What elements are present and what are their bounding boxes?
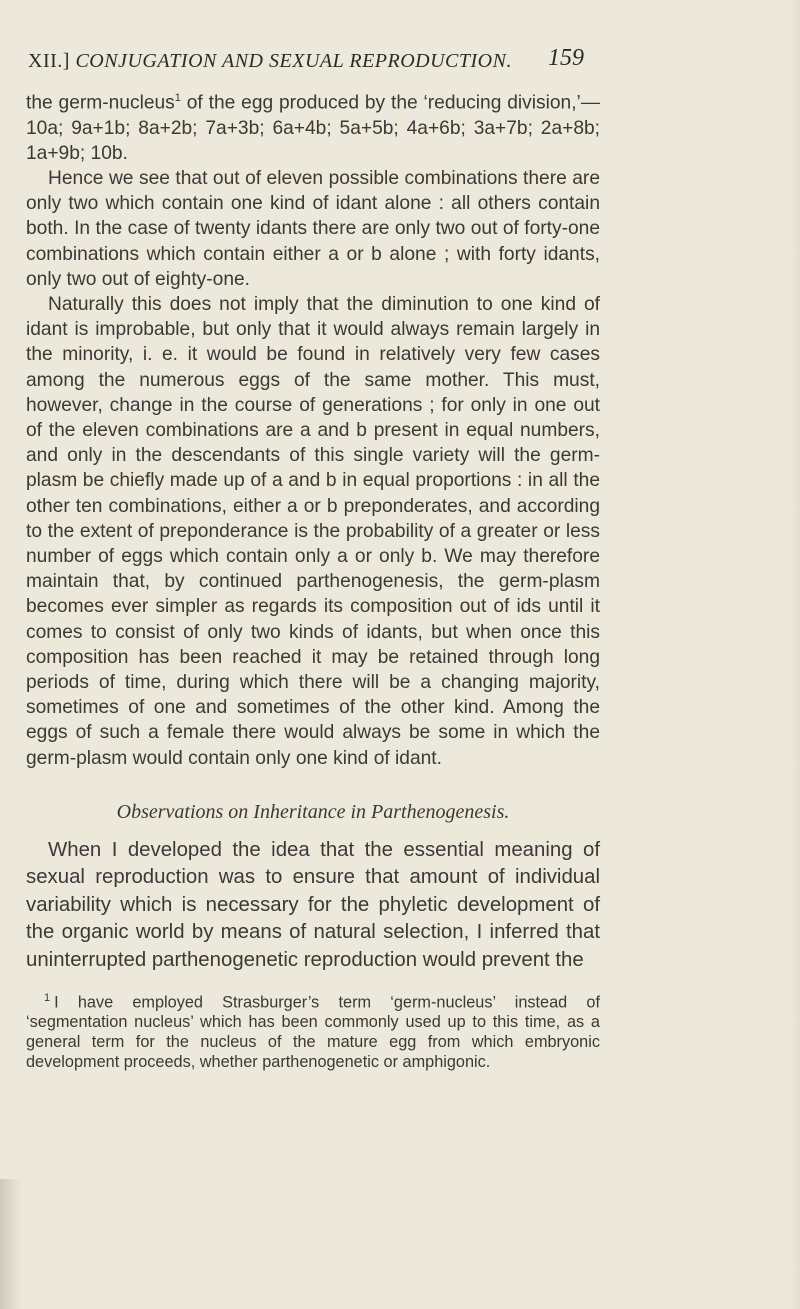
paragraph-continuation (26, 86, 600, 166)
paragraph: When I developed the idea that the essential meaning of sexual reproduction was to ensure that amount of individual variability which is necessary for the phyletic development of the organic world by means of natural selection, I inferred that uninterrupted parthenogenetic reproduction would prevent the (26, 838, 600, 971)
page-edge (792, 0, 800, 1309)
page-number: 159 (548, 45, 584, 71)
running-head (28, 50, 598, 73)
paragraph: Naturally this does not imply that the diminution to one kind of idant is improbable, but only that it would always remain largely in the minority, i. e. it would be found in relatively very few cases among the numerous eggs of the same mother. This must, however, change in the course of generations ; for only in one out of the eleven combinations are a and b present in equal numbers, and only in the descendants of this single variety will the germ-plasm be chiefly made up of a and b in equal proportions : in all the other ten combinations, either a or b preponderates, and according to the extent of preponderance is the probability of a greater or less number of eggs which contain only a or only b. We may therefore maintain that, by continued parthenogenesis, the germ-plasm becomes ever simpler as regards its composition out of ids until it comes to consist of only two kinds of idants, but when once this composition has been reached it may be retained through long periods of time, during which there will be a changing majority, sometimes of one and sometimes of the other kind. Among the eggs of such a female there would always be some in which the germ-plasm would contain only one kind of idant. (26, 294, 600, 769)
paragraph-text: of the egg produced by the ‘reducing division,’—10a; 9a+1b; 8a+2b; 7a+3b; 6a+4b; 5a+5b; 4a+6b; 3a+7b; 2a+8b; 1a+9b; 10b. (26, 92, 601, 164)
footnote-reference: 1 (174, 92, 181, 104)
running-title: CONJUGATION AND SEXUAL REPRODUCTION. (75, 50, 512, 72)
footnote-mark: 1 (44, 991, 51, 1004)
body-text (26, 86, 600, 1072)
paragraph: Hence we see that out of eleven possible combinations there are only two which contain one kind of idant alone : all others contain both. In the case of twenty idants there are only two out of forty-one combinations which contain either a or b alone ; with forty idants, only two out of eighty-one. (26, 168, 600, 290)
section-heading: Observations on Inheritance in Parthenogenesis. (116, 800, 510, 823)
page-shadow (0, 1179, 22, 1309)
paragraph-text: the germ-nucleus (26, 92, 175, 114)
footnote-text: I have employed Strasburger’s term ‘germ-nucleus’ instead of ‘segmentation nucleus’ which has been commonly used up to this time, as a general term for the nucleus of the mature egg from which embryonic development proceeds, whether parthenogenetic or amphigonic. (26, 993, 600, 1072)
chapter-label: XII.] (28, 50, 70, 72)
footnote (26, 988, 600, 1072)
